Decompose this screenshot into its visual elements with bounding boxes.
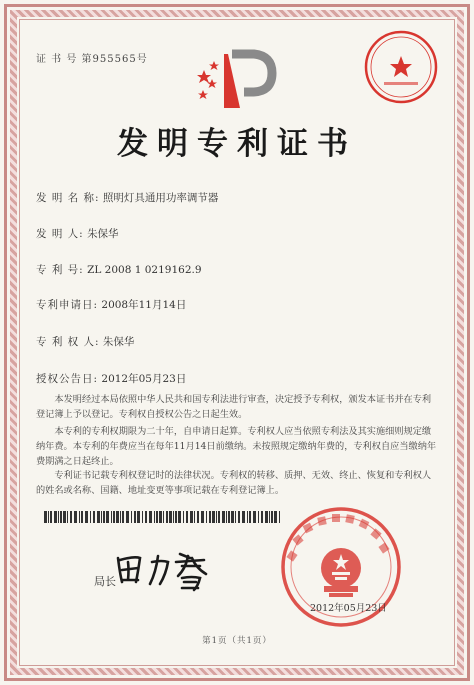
patent-office-logo-icon <box>196 46 278 112</box>
barcode-icon <box>44 511 284 523</box>
patentee-label: 专 利 权 人: <box>36 336 100 348</box>
page-footer: 第1页（共1页） <box>202 636 272 646</box>
filing-date-label: 专利申请日: <box>36 299 99 311</box>
patent-number-row <box>36 262 202 277</box>
inventor-label: 发 明 人: <box>36 228 84 240</box>
patentee-row <box>36 334 134 349</box>
patentee-value: 朱保华 <box>102 336 135 348</box>
filing-date-value: 2008年11月14日 <box>101 299 187 311</box>
paragraph-term: 本专利的专利权期限为二十年，自申请日起算。专利权人应当依照专利法及其实施细则规定缴纳年费。本专利的年费应当在每年11月14日前缴纳。未按照规定缴纳年费的，专利权自应当缴纳年费期满之日起终止。 <box>36 426 437 467</box>
grant-date-label: 授权公告日: <box>36 373 99 385</box>
certificate-title: 发明专利证书 <box>117 126 357 162</box>
paragraph-register: 专利证书记载专利权登记时的法律状况。专利权的转移、质押、无效、终止、恢复和专利权人的姓名或名称、国籍、地址变更等事项记载在专利登记簿上。 <box>36 470 432 496</box>
director-signature-icon <box>112 544 222 594</box>
inventor-row <box>36 226 119 241</box>
paragraph-grant: 本发明经过本局依照中华人民共和国专利法进行审查，决定授予专利权，颁发本证书并在专利登记簿上予以登记。专利权自授权公告之日起生效。 <box>36 394 432 420</box>
invention-name-value: 照明灯具通用功率调节器 <box>102 192 219 204</box>
director-label: 局长 <box>94 575 116 588</box>
invention-name-label: 发 明 名 称: <box>36 192 100 204</box>
invention-name-row <box>36 190 218 205</box>
grant-date-row <box>36 371 186 386</box>
grant-date-value: 2012年05月23日 <box>101 373 187 385</box>
patent-number-label: 专 利 号: <box>36 264 84 276</box>
filing-date-row <box>36 297 186 312</box>
inventor-value: 朱保华 <box>87 228 119 240</box>
agency-seal-icon <box>362 28 440 106</box>
seal-date: 2012年05月23日 <box>310 603 387 614</box>
certificate-number: 证 书 号 第955565号 <box>36 54 148 65</box>
patent-number-value: ZL 2008 1 0219162.9 <box>87 264 202 276</box>
